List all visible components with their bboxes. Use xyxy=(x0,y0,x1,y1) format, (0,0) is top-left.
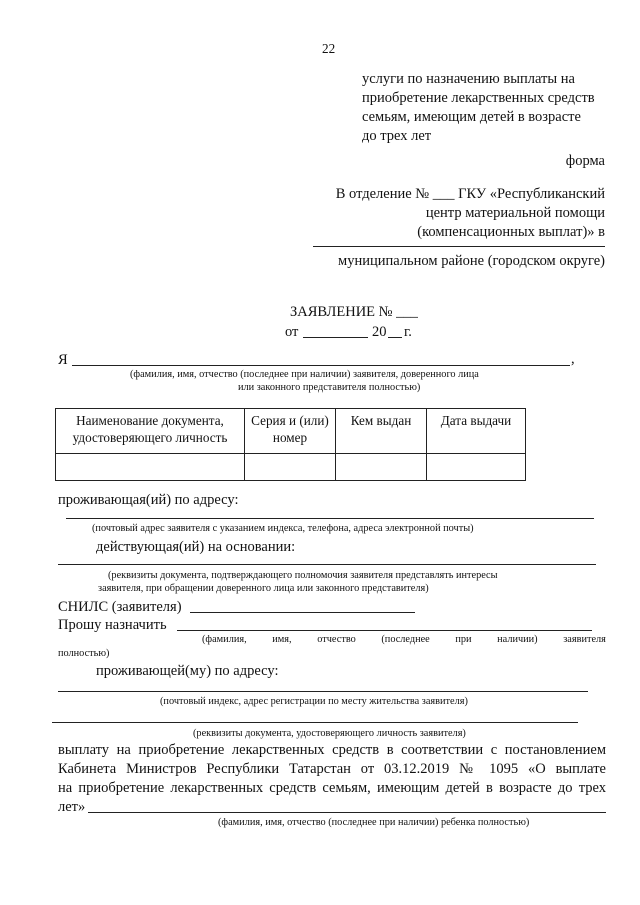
hint-word: при xyxy=(455,634,472,645)
header-line-4: до трех лет xyxy=(362,128,432,144)
recipient-hint-continued: полностью) xyxy=(58,648,110,659)
date-day-month-field[interactable] xyxy=(303,337,368,338)
recipient-address-field[interactable] xyxy=(58,691,588,692)
body-line-2: Кабинета Министров Республики Татарстан от 03.12.2019 № 1095 «О выплате xyxy=(58,761,606,777)
hint-word: отчество xyxy=(317,634,356,645)
applicant-name-field[interactable] xyxy=(72,365,570,366)
hint-word: (последнее xyxy=(381,634,430,645)
form-label: форма xyxy=(565,153,605,169)
body-line-3: на приобретение лекарственных средств семьям, имеющим детей в возрасте до трех xyxy=(58,780,606,796)
recipient-address-label: проживающей(му) по адресу: xyxy=(96,663,279,679)
table-cell[interactable] xyxy=(245,454,336,481)
table-cell[interactable] xyxy=(56,454,245,481)
child-name-field[interactable] xyxy=(88,812,606,813)
municipal-label: муниципальном районе (городском округе) xyxy=(338,253,605,269)
address-hint: (почтовый адрес заявителя с указанием индекса, телефона, адреса электронной почты) xyxy=(92,523,474,534)
applicant-comma: , xyxy=(571,351,575,367)
department-line-3: (компенсационных выплат)» в xyxy=(417,224,605,240)
header-line-1: услуги по назначению выплаты на xyxy=(362,71,575,87)
department-line-1: В отделение № ___ ГКУ «Республиканский xyxy=(335,186,605,202)
acting-label: действующая(ий) на основании: xyxy=(96,539,296,555)
page-number: 22 xyxy=(322,41,336,56)
hint-word: имя, xyxy=(272,634,292,645)
hint-word: наличии) xyxy=(497,634,538,645)
table-cell[interactable] xyxy=(336,454,427,481)
municipality-field[interactable] xyxy=(313,246,605,247)
acting-basis-field[interactable] xyxy=(58,564,596,565)
recipient-document-hint: (реквизиты документа, удостоверяющего личность заявителя) xyxy=(193,728,466,739)
applicant-hint-2: или законного представителя полностью) xyxy=(238,382,421,393)
request-label: Прошу назначить xyxy=(58,617,167,633)
acting-hint-1: (реквизиты документа, подтверждающего полномочия заявителя представлять интересы xyxy=(108,570,498,581)
table-header-cell: Серия и (или) номер xyxy=(245,409,336,454)
recipient-name-field[interactable] xyxy=(177,630,592,631)
department-line-2: центр материальной помощи xyxy=(425,205,605,221)
hint-word: (фамилия, xyxy=(202,634,247,645)
applicant-ya: Я xyxy=(58,352,68,368)
recipient-address-hint: (почтовый индекс, адрес регистрации по месту жительства заявителя) xyxy=(160,696,468,707)
child-name-hint: (фамилия, имя, отчество (последнее при наличии) ребенка полностью) xyxy=(218,817,530,828)
table-header-cell: Дата выдачи xyxy=(427,409,526,454)
header-line-2: приобретение лекарственных средств xyxy=(362,90,595,106)
hint-word: заявителя xyxy=(563,634,606,645)
date-year: 20 xyxy=(372,324,387,340)
acting-hint-2: заявителя, при обращении доверенного лица или законного представителя) xyxy=(98,583,429,594)
body-line-4: лет» xyxy=(58,799,86,815)
table-header-cell: Кем выдан xyxy=(336,409,427,454)
address-field[interactable] xyxy=(66,518,594,519)
table-header-row xyxy=(56,409,526,454)
date-suffix: г. xyxy=(404,324,412,340)
statement-heading: ЗАЯВЛЕНИЕ № ___ xyxy=(290,304,418,320)
header-line-3: семьям, имеющим детей в возрасте xyxy=(362,109,581,125)
date-year-field[interactable] xyxy=(388,337,402,338)
recipient-hint xyxy=(202,633,606,646)
table-cell[interactable] xyxy=(427,454,526,481)
table-row xyxy=(56,454,526,481)
address-label: проживающая(ий) по адресу: xyxy=(58,492,239,508)
body-line-1: выплату на приобретение лекарственных средств в соответствии с постановлением xyxy=(58,742,606,758)
recipient-document-field[interactable] xyxy=(52,722,578,723)
date-prefix: от xyxy=(285,324,299,340)
id-document-table xyxy=(55,408,526,481)
snils-label: СНИЛС (заявителя) xyxy=(58,599,182,615)
snils-field[interactable] xyxy=(190,612,415,613)
applicant-hint-1: (фамилия, имя, отчество (последнее при наличии) заявителя, доверенного лица xyxy=(130,369,479,380)
table-header-cell: Наименование документа, удостоверяющего личность xyxy=(56,409,245,454)
